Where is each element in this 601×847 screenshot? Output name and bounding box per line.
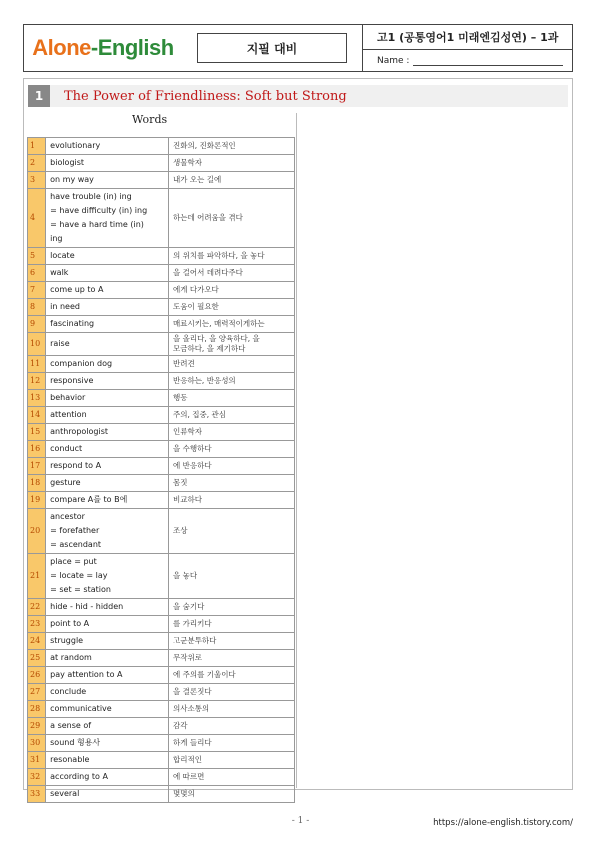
- word-meaning: [168, 735, 294, 752]
- word-number: 7: [28, 282, 46, 299]
- word-term: [46, 458, 169, 475]
- word-row: [28, 667, 295, 684]
- word-meaning-line: 반려견: [172, 359, 195, 368]
- section-number: 1: [28, 85, 50, 107]
- word-term: [46, 616, 169, 633]
- word-meaning: [168, 189, 294, 248]
- word-term: [46, 189, 169, 248]
- word-term: [46, 282, 169, 299]
- word-meaning-line: 몇몇의: [172, 789, 195, 798]
- word-term-line: communicative: [50, 704, 112, 713]
- word-row: [28, 650, 295, 667]
- word-term: [46, 752, 169, 769]
- word-term-line: several: [50, 789, 80, 798]
- word-meaning-line: 생물학자: [172, 158, 202, 167]
- word-meaning: [168, 390, 294, 407]
- word-term-line: = have difficulty (in) ing: [50, 206, 148, 215]
- word-meaning: [168, 769, 294, 786]
- word-term: [46, 735, 169, 752]
- word-term-line: point to A: [50, 619, 90, 628]
- word-row: [28, 769, 295, 786]
- word-term-line: struggle: [50, 636, 84, 645]
- word-meaning: [168, 786, 294, 803]
- word-meaning-line: 인류학자: [172, 427, 202, 436]
- word-row: [28, 407, 295, 424]
- word-meaning-line: 진화의, 진화론적인: [172, 141, 236, 150]
- word-term-line: = set = station: [50, 585, 111, 594]
- word-number: 10: [28, 333, 46, 356]
- word-meaning-line: 에게 다가오다: [172, 285, 219, 294]
- word-meaning-line: 을 올리다, 을 양육하다, 을: [172, 334, 260, 343]
- word-term: [46, 509, 169, 554]
- word-number: 8: [28, 299, 46, 316]
- word-term: [46, 475, 169, 492]
- word-row: [28, 172, 295, 189]
- word-meaning: [168, 172, 294, 189]
- word-term: [46, 633, 169, 650]
- word-term-line: gesture: [50, 478, 81, 487]
- word-term: [46, 316, 169, 333]
- word-meaning: [168, 492, 294, 509]
- word-meaning: [168, 441, 294, 458]
- word-term-line: anthropologist: [50, 427, 109, 436]
- word-term: [46, 769, 169, 786]
- word-term: [46, 718, 169, 735]
- word-term: [46, 172, 169, 189]
- word-term: [46, 599, 169, 616]
- word-term-line: have trouble (in) ing: [50, 192, 132, 201]
- word-term-line: companion dog: [50, 359, 113, 368]
- word-row: [28, 356, 295, 373]
- word-row: [28, 248, 295, 265]
- word-term-line: sound 형용사: [50, 738, 101, 747]
- word-number: 9: [28, 316, 46, 333]
- word-meaning-line: 하게 들리다: [172, 738, 212, 747]
- word-meaning-line: 을 놓다: [172, 571, 198, 580]
- word-term-line: conduct: [50, 444, 83, 453]
- word-number: 18: [28, 475, 46, 492]
- word-meaning-line: 비교하다: [172, 495, 202, 504]
- word-number: 12: [28, 373, 46, 390]
- word-number: 3: [28, 172, 46, 189]
- name-field: [363, 50, 572, 71]
- word-meaning: [168, 373, 294, 390]
- word-term-line: ancestor: [50, 512, 85, 521]
- word-meaning: [168, 424, 294, 441]
- word-row: [28, 265, 295, 282]
- word-meaning-line: 행동: [172, 393, 188, 402]
- word-number: 30: [28, 735, 46, 752]
- word-meaning-line: 의사소통의: [172, 704, 210, 713]
- word-meaning: [168, 554, 294, 599]
- word-row: [28, 282, 295, 299]
- word-meaning-line: 매료시키는, 매력적이게하는: [172, 319, 265, 328]
- word-row: [28, 616, 295, 633]
- word-number: 1: [28, 138, 46, 155]
- word-meaning-line: 고군분투하다: [172, 636, 217, 645]
- word-meaning: [168, 475, 294, 492]
- word-term-line: pay attention to A: [50, 670, 123, 679]
- word-number: 4: [28, 189, 46, 248]
- word-number: 21: [28, 554, 46, 599]
- word-term: [46, 373, 169, 390]
- word-meaning: [168, 138, 294, 155]
- word-row: [28, 735, 295, 752]
- word-row: [28, 684, 295, 701]
- word-row: [28, 633, 295, 650]
- word-term-line: fascinating: [50, 319, 95, 328]
- word-meaning: [168, 509, 294, 554]
- word-meaning: [168, 701, 294, 718]
- word-number: 33: [28, 786, 46, 803]
- word-meaning: [168, 633, 294, 650]
- word-row: [28, 316, 295, 333]
- word-meaning-line: 를 가리키다: [172, 619, 212, 628]
- word-term: [46, 667, 169, 684]
- word-meaning: [168, 248, 294, 265]
- word-meaning-line: 주의, 집중, 관심: [172, 410, 226, 419]
- logo-dash: -: [90, 35, 98, 60]
- word-term-line: biologist: [50, 158, 85, 167]
- word-term-line: conclude: [50, 687, 87, 696]
- word-meaning: [168, 333, 294, 356]
- words-heading: Words: [132, 113, 168, 126]
- word-number: 26: [28, 667, 46, 684]
- word-row: [28, 509, 295, 554]
- word-meaning: [168, 718, 294, 735]
- word-term-line: compare A를 to B에: [50, 495, 128, 504]
- word-row: [28, 718, 295, 735]
- word-meaning-line: 도움이 필요한: [172, 302, 219, 311]
- word-meaning-line: 을 수행하다: [172, 444, 212, 453]
- word-row: [28, 189, 295, 248]
- word-row: [28, 492, 295, 509]
- name-blank-line: [413, 56, 563, 66]
- word-meaning-line: 하는데 어려움을 겪다: [172, 213, 243, 222]
- word-number: 13: [28, 390, 46, 407]
- word-term-line: hide - hid - hidden: [50, 602, 124, 611]
- footer-url: https://alone-english.tistory.com/: [433, 818, 573, 828]
- word-term-line: evolutionary: [50, 141, 101, 150]
- word-term: [46, 248, 169, 265]
- content-frame: [23, 78, 573, 798]
- word-number: 15: [28, 424, 46, 441]
- word-term: [46, 138, 169, 155]
- word-number: 5: [28, 248, 46, 265]
- word-number: 14: [28, 407, 46, 424]
- word-term-line: ing: [50, 234, 63, 243]
- word-row: [28, 390, 295, 407]
- word-term-line: locate: [50, 251, 75, 260]
- page-number: - 1 -: [291, 816, 310, 826]
- word-term-line: = have a hard time (in): [50, 220, 144, 229]
- word-meaning-line: 반응하는, 반응성의: [172, 376, 236, 385]
- word-term: [46, 701, 169, 718]
- word-term: [46, 333, 169, 356]
- section-title: The Power of Friendliness: Soft but Strong: [64, 88, 347, 104]
- logo-part2: English: [97, 35, 174, 60]
- name-label: Name :: [377, 55, 410, 66]
- word-meaning-line: 에 반응하다: [172, 461, 212, 470]
- subject-label: 지필 대비: [197, 33, 347, 63]
- word-number: 19: [28, 492, 46, 509]
- word-term-line: resonable: [50, 755, 90, 764]
- word-term: [46, 356, 169, 373]
- word-meaning-line: 을 결론짓다: [172, 687, 212, 696]
- word-number: 28: [28, 701, 46, 718]
- word-meaning-line: 감각: [172, 721, 188, 730]
- word-number: 16: [28, 441, 46, 458]
- word-term-line: respond to A: [50, 461, 102, 470]
- word-term: [46, 265, 169, 282]
- word-term-line: walk: [50, 268, 69, 277]
- word-row: [28, 458, 295, 475]
- word-term: [46, 155, 169, 172]
- word-row: [28, 752, 295, 769]
- word-row: [28, 299, 295, 316]
- word-meaning-line: 무작위로: [172, 653, 202, 662]
- word-row: [28, 333, 295, 356]
- word-number: 2: [28, 155, 46, 172]
- word-number: 22: [28, 599, 46, 616]
- word-meaning: [168, 684, 294, 701]
- word-meaning: [168, 299, 294, 316]
- word-row: [28, 701, 295, 718]
- word-term: [46, 684, 169, 701]
- word-number: 6: [28, 265, 46, 282]
- word-meaning-line: 에 따르면: [172, 772, 205, 781]
- word-row: [28, 475, 295, 492]
- word-term-line: raise: [50, 339, 70, 348]
- word-term-line: according to A: [50, 772, 108, 781]
- word-number: 11: [28, 356, 46, 373]
- word-number: 29: [28, 718, 46, 735]
- word-meaning: [168, 458, 294, 475]
- word-meaning-line: 에 주의를 기울이다: [172, 670, 236, 679]
- word-meaning-line: 내가 오는 길에: [172, 175, 222, 184]
- word-term-line: behavior: [50, 393, 86, 402]
- word-row: [28, 599, 295, 616]
- word-row: [28, 786, 295, 803]
- word-term-line: in need: [50, 302, 80, 311]
- word-term-line: at random: [50, 653, 92, 662]
- word-term: [46, 650, 169, 667]
- logo-part1: Alone: [32, 35, 91, 60]
- word-term-line: on my way: [50, 175, 94, 184]
- word-row: [28, 441, 295, 458]
- word-term: [46, 492, 169, 509]
- word-term: [46, 786, 169, 803]
- word-number: 31: [28, 752, 46, 769]
- word-meaning: [168, 316, 294, 333]
- worksheet-title: 고1 (공통영어1 미래엔김성연) – 1과: [363, 25, 572, 50]
- word-term-line: a sense of: [50, 721, 92, 730]
- word-meaning-line: 을 숨기다: [172, 602, 205, 611]
- word-meaning-line: 몸짓: [172, 478, 188, 487]
- logo: [24, 25, 182, 71]
- word-row: [28, 138, 295, 155]
- word-number: 32: [28, 769, 46, 786]
- subject-box: [182, 25, 362, 71]
- word-meaning: [168, 667, 294, 684]
- word-number: 17: [28, 458, 46, 475]
- word-meaning-line: 의 위치를 파악하다, 을 놓다: [172, 251, 265, 260]
- word-meaning-line: 조상: [172, 526, 188, 535]
- word-term-line: = locate = lay: [50, 571, 108, 580]
- word-term: [46, 424, 169, 441]
- word-term: [46, 554, 169, 599]
- word-term-line: = ascendant: [50, 540, 102, 549]
- word-table: [27, 137, 295, 803]
- section-heading: [28, 85, 568, 107]
- word-meaning: [168, 356, 294, 373]
- word-term-line: attention: [50, 410, 87, 419]
- word-number: 25: [28, 650, 46, 667]
- word-meaning: [168, 407, 294, 424]
- word-number: 20: [28, 509, 46, 554]
- word-meaning: [168, 282, 294, 299]
- word-term: [46, 407, 169, 424]
- word-term-line: responsive: [50, 376, 94, 385]
- word-meaning: [168, 752, 294, 769]
- word-meaning-line: 을 걸어서 데려다주다: [172, 268, 243, 277]
- word-row: [28, 554, 295, 599]
- word-meaning: [168, 650, 294, 667]
- word-meaning-line: 합리적인: [172, 755, 202, 764]
- word-row: [28, 373, 295, 390]
- word-row: [28, 424, 295, 441]
- page-header: [23, 24, 573, 72]
- word-term-line: come up to A: [50, 285, 104, 294]
- word-meaning: [168, 265, 294, 282]
- word-number: 27: [28, 684, 46, 701]
- word-meaning: [168, 599, 294, 616]
- word-meaning: [168, 155, 294, 172]
- word-row: [28, 155, 295, 172]
- word-number: 24: [28, 633, 46, 650]
- word-meaning: [168, 616, 294, 633]
- word-term: [46, 390, 169, 407]
- word-term: [46, 441, 169, 458]
- word-term: [46, 299, 169, 316]
- column-divider: [296, 113, 297, 788]
- word-term-line: place = put: [50, 557, 97, 566]
- word-term-line: = forefather: [50, 526, 100, 535]
- word-meaning-line: 모금하다, 을 제기하다: [172, 344, 246, 353]
- word-number: 23: [28, 616, 46, 633]
- title-box: [362, 25, 572, 71]
